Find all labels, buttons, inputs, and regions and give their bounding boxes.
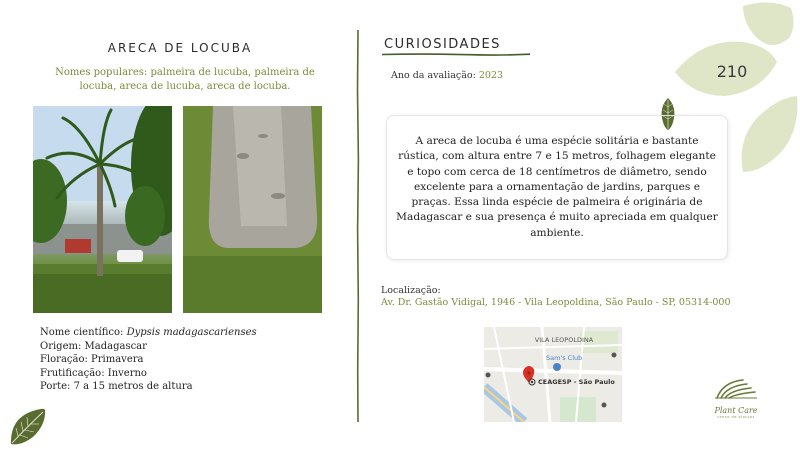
leaf-icon <box>8 408 48 446</box>
evaluation-year-label: Ano da avaliação: <box>391 70 476 81</box>
size-row: Porte: 7 a 15 metros de altura <box>40 381 193 392</box>
plant-care-logo-icon <box>713 378 759 400</box>
popular-names: Nomes populares: palmeira de lucuba, palmeira de locuba, areca de lucuba, areca de locuba. <box>55 67 315 92</box>
fruiting-row: Frutificação: Inverno <box>40 367 147 379</box>
curiosities-title: CURIOSIDADES <box>384 37 501 52</box>
store-icon <box>553 363 561 371</box>
vertical-divider <box>356 30 360 422</box>
location-map[interactable] <box>484 327 622 422</box>
brand-tagline: censo de plantas <box>717 415 755 419</box>
scientific-name-label: Nome científico: <box>40 327 124 338</box>
page-number: 210 <box>716 62 748 81</box>
title-underline <box>382 53 530 56</box>
scientific-name-value: Dypsis madagascarienses <box>126 327 257 338</box>
map-store-label: Sam's Club <box>546 354 583 362</box>
species-details <box>40 326 257 394</box>
brand-block <box>700 378 772 419</box>
location-label: Localização: <box>381 285 441 296</box>
curiosity-text: A areca de locuba é uma espécie solitária e bastante rústica, com altura entre 7 e 15 metros, folhagem elegante e topo com cerca de 18 centímetros de diâmetro, sendo excelente para a ornamentação de jardins, parques e praças. Essa linda espécie de palmeira é originária de Madagascar e sua presença é muito apreciada em qualquer ambiente. <box>396 134 718 239</box>
scientific-name-row <box>40 326 257 340</box>
map-district-label: VILA LEOPOLDINA <box>534 336 594 344</box>
palm-trunk-photo <box>183 106 322 313</box>
brand-name: Plant Care <box>714 406 758 415</box>
species-title: ARECA DE LOCUBA <box>107 41 253 55</box>
evaluation-year <box>391 70 503 81</box>
location-address: Av. Dr. Gastão Vidigal, 1946 - Vila Leopoldina, São Paulo - SP, 05314-000 <box>381 297 731 308</box>
evaluation-year-value: 2023 <box>478 70 504 81</box>
map-place-label: CEAGESP - São Paulo <box>538 378 615 386</box>
palm-tree-photo <box>33 106 172 313</box>
origin-row: Origem: Madagascar <box>40 340 147 352</box>
flowering-row: Floração: Primavera <box>40 354 144 365</box>
